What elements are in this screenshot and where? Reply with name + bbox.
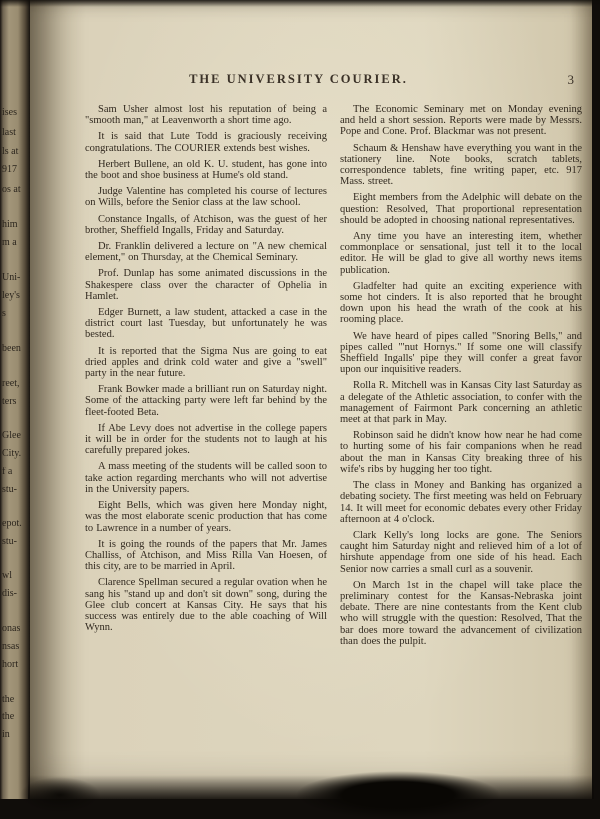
edge-text-fragment: City. xyxy=(2,449,22,459)
edge-text-fragment: hort xyxy=(2,660,19,670)
news-item: The class in Money and Banking has organized a debating society. The first meeting was held on February 14. It will meet for economic debates every other Friday afternoon at 4 o'clock. xyxy=(340,480,582,525)
scanner-top-shadow xyxy=(0,0,600,7)
edge-text-fragment: last xyxy=(2,128,16,138)
news-item: Rolla R. Mitchell was in Kansas City last Saturday as a delegate of the Athletic association, to confer with the management of Fairmont Park concerning an athletic meet at that park in May. xyxy=(340,380,582,426)
masthead xyxy=(85,72,582,90)
news-item: The Economic Seminary met on Monday evening and held a short session. Reports were made by Messrs. Pope and Cone. Prof. Blackmar was not present. xyxy=(340,104,582,138)
edge-text-fragment: been xyxy=(2,344,21,354)
news-item: On March 1st in the chapel will take place the preliminary contest for the Kansas-Nebraska joint debate. There are nine contestants from the Kent club who will struggle with the question: Resolved, That the bar does more toward the advancement of civilization than does the pulpit. xyxy=(340,579,582,647)
news-item: Sam Usher almost lost his reputation of being a "smooth man," at Leavenworth a short time ago. xyxy=(85,104,327,127)
news-item: Any time you have an interesting item, whether commonplace or sensational, just tell it to the local editor. He will be glad to give all worthy news items publication. xyxy=(340,231,582,276)
edge-text-fragment: m a xyxy=(2,238,17,248)
edge-text-fragment: the xyxy=(2,712,15,722)
edge-text-fragment: Uni- xyxy=(2,273,21,283)
edge-text-fragment: ley's xyxy=(2,291,20,301)
news-item: A mass meeting of the students will be called soon to take action regarding merchants who will not advertise in the University papers. xyxy=(85,461,327,495)
news-item: Judge Valentine has completed his course of lectures on Wills, before the Senior class at the law school. xyxy=(85,186,327,209)
left-column xyxy=(85,104,327,652)
text-columns xyxy=(85,104,582,652)
edge-text-fragment: s xyxy=(2,309,6,319)
edge-text-fragment: nsas xyxy=(2,642,20,652)
news-item: Dr. Franklin delivered a lecture on "A new chemical element," on Thursday, at the Chemical Seminary. xyxy=(85,241,327,264)
news-item: Eight Bells, which was given here Monday night, was the most elaborate scenic production that has come to Lawrence in a number of years. xyxy=(85,500,327,534)
edge-text-fragment: stu- xyxy=(2,485,17,495)
adjacent-page-edge xyxy=(0,0,30,799)
news-item: Gladfelter had quite an exciting experience with some hot cinders. It is also reported that he brought down upon his head the wrath of the cook at his rooming place. xyxy=(340,280,582,326)
news-item: It is reported that the Sigma Nus are going to eat dried apples and drink cold water and give a "swell" party in the near future. xyxy=(85,345,327,380)
news-item: Frank Bowker made a brilliant run on Saturday night. Some of the attacking party were left far behind by the fleet-footed Beta. xyxy=(85,384,327,418)
news-item: We have heard of pipes called "Snoring Bells," and pipes called "'nut Hornys." If some one will classify Sheffield Ingalls' pipe they will confer a great favor upon our inquisitive readers. xyxy=(340,330,582,376)
news-item: Clark Kelly's long locks are gone. The Seniors caught him Saturday night and relieved him of a lot of hirshute appendage from one side of his head. Each Senior now carries a small curl as a souvenir. xyxy=(340,529,582,575)
page-number: 3 xyxy=(567,72,574,87)
news-item: It is going the rounds of the papers that Mr. James Challiss, of Atchison, and Miss Rilla Van Hoesen, of this city, are to be married in April. xyxy=(85,538,327,573)
edge-text-fragment: the xyxy=(2,695,15,705)
right-column xyxy=(340,104,582,652)
news-item: Robinson said he didn't know how near he had come to hurting some of his fair companions when he read about the man in Kansas City breaking three of his wife's ribs by hugging her too tight. xyxy=(340,430,582,475)
edge-text-fragment: reet, xyxy=(2,379,20,389)
news-item: Constance Ingalls, of Atchison, was the guest of her brother, Sheffield Ingalls, Friday and Saturday. xyxy=(85,213,327,236)
edge-text-fragment: in xyxy=(2,730,10,740)
edge-text-fragment: Glee xyxy=(2,431,21,441)
edge-text-fragment: wl xyxy=(2,571,12,581)
news-item: It is said that Lute Todd is graciously receiving congratulations. The COURIER extends best wishes. xyxy=(85,131,327,154)
news-item: Schaum & Henshaw have everything you want in the stationery line. Note books, scratch tablets, correspondence tablets, fine writing paper, etc. 917 Mass. street. xyxy=(340,142,582,188)
masthead-title: THE UNIVERSITY COURIER. xyxy=(189,72,408,86)
edge-text-fragment: 917 xyxy=(2,165,17,175)
edge-text-fragment: f a xyxy=(2,467,13,477)
news-item: Clarence Spellman secured a regular ovation when he sang his "stand up and don't sit down" song, during the Glee club concert at Kansas City. He says that his success was entirely due to the able coaching of Will Wynn. xyxy=(85,577,327,634)
page-corner-shadow xyxy=(20,777,100,813)
news-item: Eight members from the Adelphic will debate on the question: Resolved, That proportional representation should be adopted in choosing national representatives. xyxy=(340,192,582,226)
edge-text-fragment: him xyxy=(2,220,18,230)
news-item: If Abe Levy does not advertise in the college papers it will be in order for the students not to laugh at his carefully prepared jokes. xyxy=(85,422,327,457)
thumb-shadow xyxy=(296,771,500,819)
edge-text-fragment: stu- xyxy=(2,537,17,547)
newspaper-page xyxy=(30,0,592,799)
news-item: Edger Burnett, a law student, attacked a case in the district court last Tuesday, but unfortunately he was bested. xyxy=(85,307,327,341)
edge-text-fragment: ises xyxy=(2,108,17,118)
edge-text-fragment: onas xyxy=(2,624,21,634)
news-item: Herbert Bullene, an old K. U. student, has gone into the boot and shoe business at Hume's old stand. xyxy=(85,158,327,182)
edge-text-fragment: epot. xyxy=(2,519,22,529)
news-item: Prof. Dunlap has some animated discussions in the Shakespere class over the character of Ophelia in Hamlet. xyxy=(85,268,327,302)
edge-text-fragment: ters xyxy=(2,397,17,407)
edge-text-fragment: dis- xyxy=(2,589,17,599)
edge-text-fragment: os at xyxy=(2,185,21,195)
edge-text-fragment: ls at xyxy=(2,147,19,157)
